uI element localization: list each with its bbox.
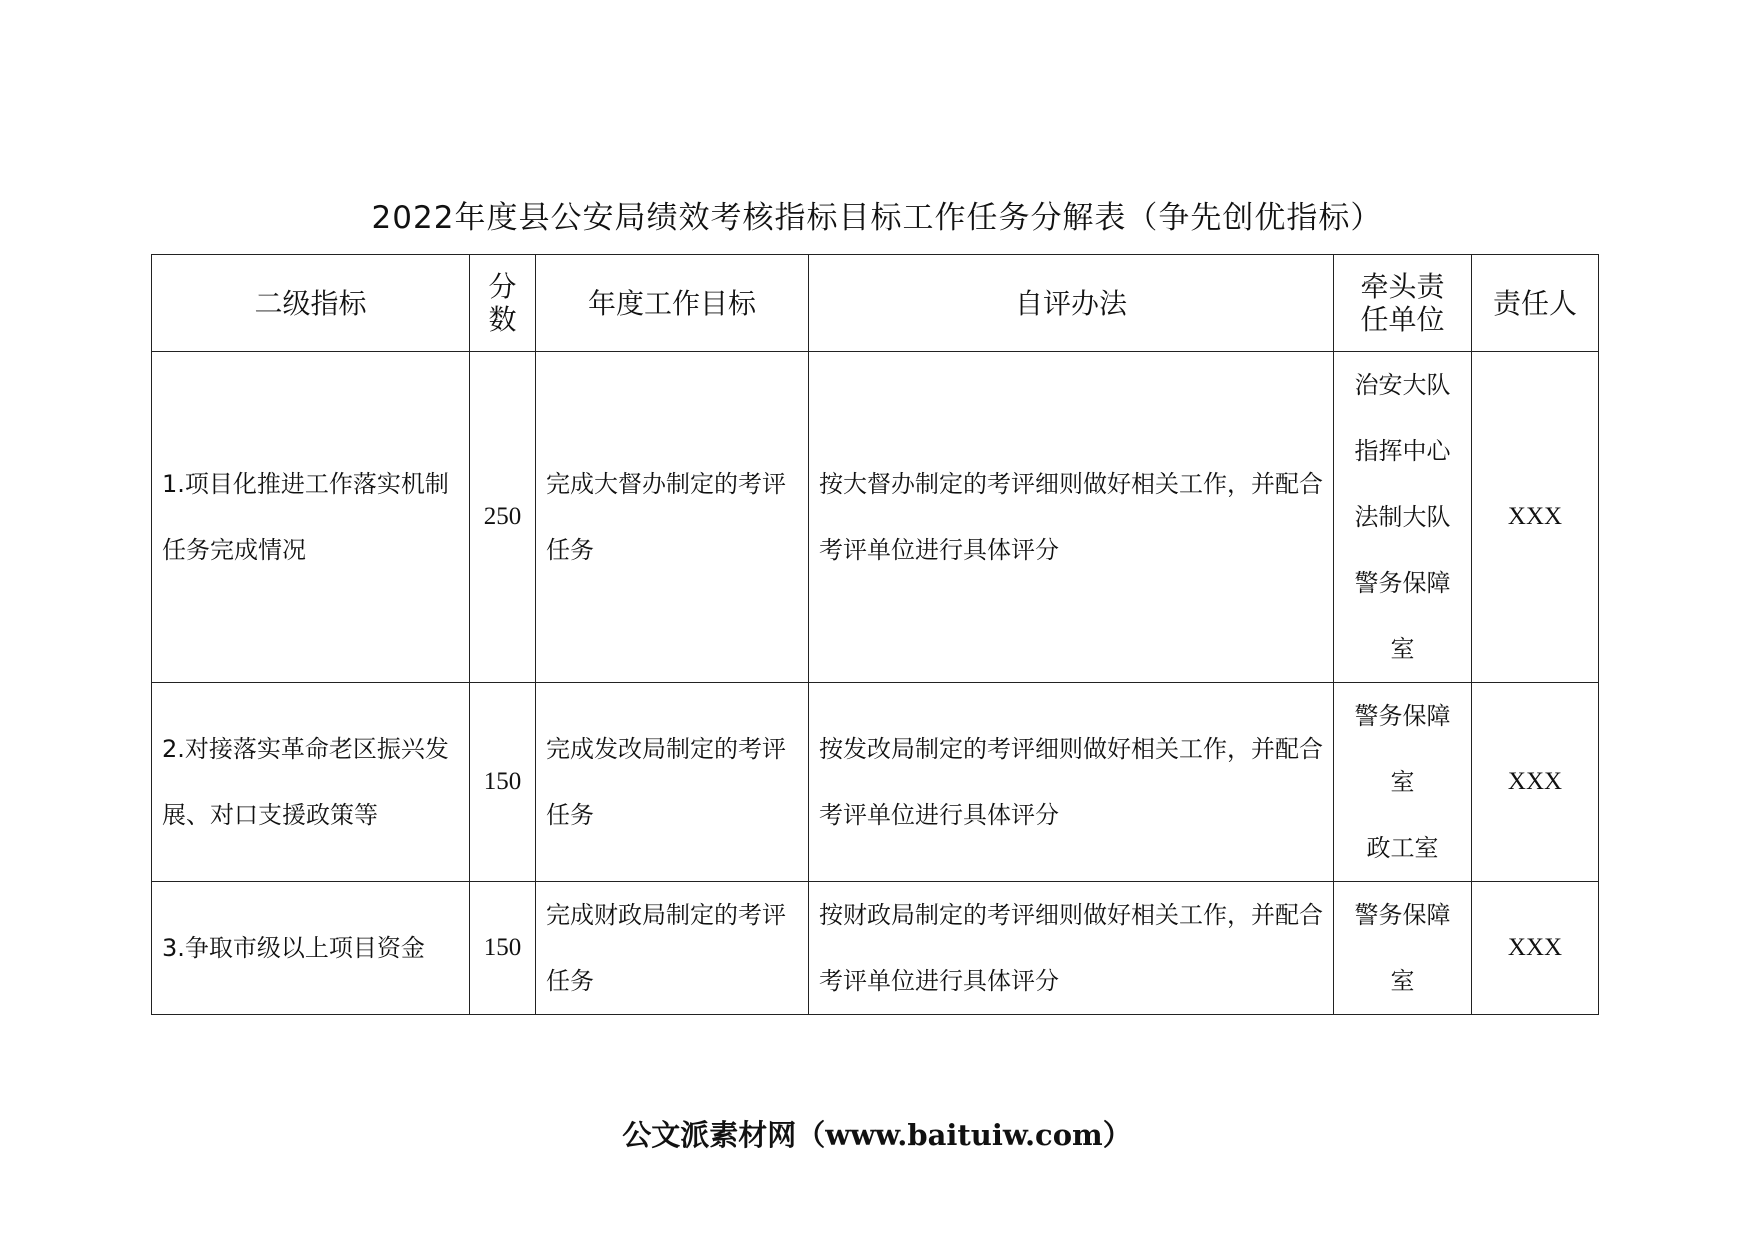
header-lead-unit	[1334, 255, 1472, 352]
table-row	[152, 683, 1599, 882]
header-indicator: 二级指标	[152, 255, 470, 352]
header-method: 自评办法	[809, 255, 1334, 352]
person-cell: XXX	[1472, 683, 1599, 882]
lead-unit-line: 指挥中心	[1354, 437, 1451, 465]
lead-unit-line: 政工室	[1366, 834, 1439, 862]
score-cell: 150	[470, 882, 536, 1015]
table-row	[152, 352, 1599, 683]
lead-unit-line: 室	[1390, 768, 1415, 796]
lead-unit-cell	[1334, 882, 1472, 1015]
footer-watermark-text: 公文派素材网（www.baituiw.com）	[622, 1118, 1132, 1152]
indicator-cell: 2.对接落实革命老区振兴发展、对口支援政策等	[152, 683, 470, 882]
header-person: 责任人	[1472, 255, 1599, 352]
header-score	[470, 255, 536, 352]
method-cell: 按发改局制定的考评细则做好相关工作，并配合考评单位进行具体评分	[809, 683, 1334, 882]
goal-cell: 完成财政局制定的考评任务	[536, 882, 809, 1015]
header-score-line1: 分	[488, 270, 517, 303]
lead-unit-line: 警务保障	[1354, 569, 1451, 597]
header-lead-unit-line1: 牵头责	[1360, 270, 1445, 303]
score-cell: 250	[470, 352, 536, 683]
lead-unit-line: 治安大队	[1354, 371, 1451, 399]
goal-cell: 完成发改局制定的考评任务	[536, 683, 809, 882]
lead-unit-cell	[1334, 352, 1472, 683]
lead-unit-line: 法制大队	[1354, 503, 1451, 531]
lead-unit-line: 警务保障	[1354, 901, 1451, 929]
task-breakdown-table	[151, 254, 1599, 1015]
header-lead-unit-line2: 任单位	[1360, 303, 1445, 336]
lead-unit-line: 室	[1390, 967, 1415, 995]
person-cell: XXX	[1472, 352, 1599, 683]
lead-unit-line: 室	[1390, 635, 1415, 663]
table-row	[152, 882, 1599, 1015]
header-goal: 年度工作目标	[536, 255, 809, 352]
goal-cell: 完成大督办制定的考评任务	[536, 352, 809, 683]
person-cell: XXX	[1472, 882, 1599, 1015]
indicator-cell: 1.项目化推进工作落实机制任务完成情况	[152, 352, 470, 683]
lead-unit-cell	[1334, 683, 1472, 882]
method-cell: 按财政局制定的考评细则做好相关工作，并配合考评单位进行具体评分	[809, 882, 1334, 1015]
indicator-cell: 3.争取市级以上项目资金	[152, 882, 470, 1015]
document-title: 2022年度县公安局绩效考核指标目标工作任务分解表（争先创优指标）	[371, 200, 1383, 236]
header-score-line2: 数	[488, 303, 517, 336]
score-cell: 150	[470, 683, 536, 882]
method-cell: 按大督办制定的考评细则做好相关工作，并配合考评单位进行具体评分	[809, 352, 1334, 683]
table-header-row	[152, 255, 1599, 352]
lead-unit-line: 警务保障	[1354, 702, 1451, 730]
